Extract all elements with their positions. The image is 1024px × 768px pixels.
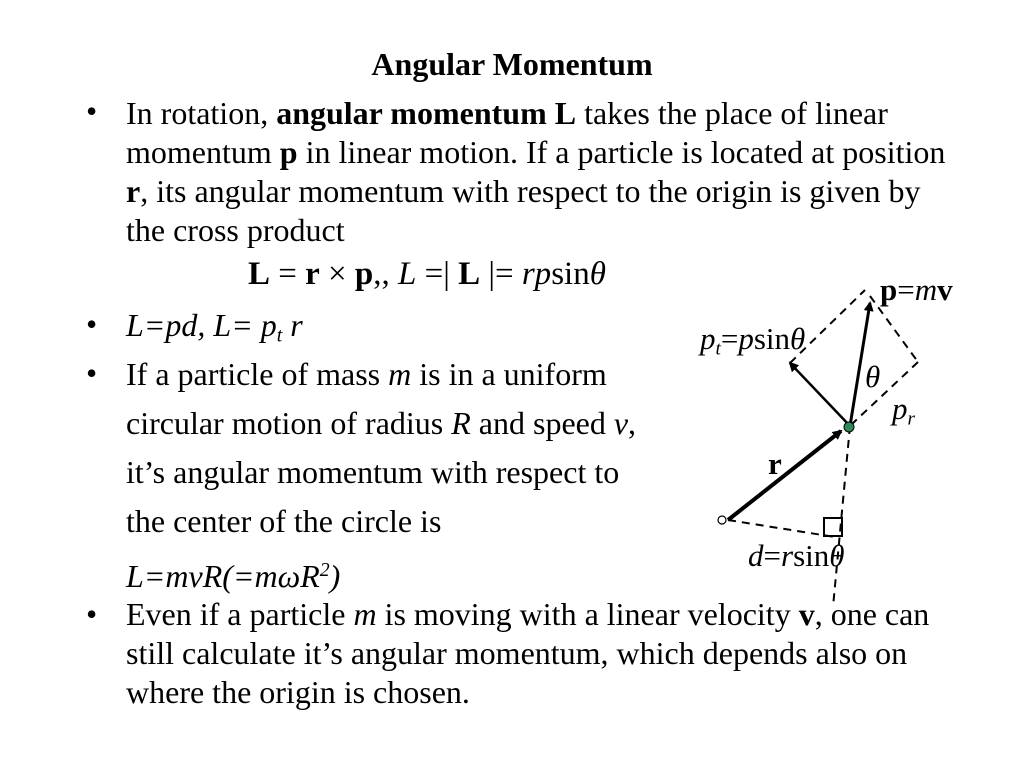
- eq-function: sin: [551, 256, 590, 292]
- slide-title: Angular Momentum: [371, 46, 653, 82]
- label-run: =: [897, 272, 915, 307]
- bullet-marker: •: [86, 306, 98, 342]
- eq-symbol: L: [248, 256, 271, 292]
- eq-symbol: r: [305, 256, 320, 292]
- omega-symbol: ω: [277, 557, 301, 594]
- eq-operator: ×: [319, 256, 355, 292]
- text-run: circular motion of radius: [126, 405, 452, 441]
- p-equals-mv-label: [880, 273, 953, 307]
- particle-dot: [844, 422, 854, 432]
- bullet-3-line-4: the center of the circle is: [126, 503, 442, 539]
- eq-symbol: L: [458, 256, 481, 292]
- right-angle-marker: [824, 518, 842, 536]
- label-run: =: [720, 321, 739, 356]
- r-label: r: [768, 446, 782, 481]
- text-run: R: [300, 557, 320, 594]
- text-run: L=pd, L= p: [126, 307, 277, 343]
- text-run: is in a uniform: [411, 356, 607, 392]
- pr-label: [892, 392, 915, 436]
- origin-marker: [718, 516, 726, 524]
- text-run: L=mvR(=m: [126, 557, 278, 594]
- eq-symbol: L: [398, 256, 417, 292]
- theta-label: θ: [865, 359, 881, 394]
- label-run: p: [700, 321, 716, 356]
- label-run: r: [780, 538, 794, 573]
- eq-operator: =|: [416, 256, 459, 292]
- label-run: sin: [793, 538, 830, 573]
- tangential-component-vector: [790, 363, 850, 426]
- text-run-italic: v: [613, 405, 629, 441]
- bullet-marker: •: [86, 93, 98, 129]
- superscript: 2: [319, 559, 330, 581]
- eq-symbol: p: [354, 256, 374, 292]
- eq-operator: |=: [480, 256, 522, 292]
- text-run: , one can still calculate it’s angular momentum, which depends also on where the origin is chosen.: [126, 596, 930, 710]
- label-run: θ: [790, 321, 806, 356]
- label-run: =: [763, 538, 781, 573]
- label-run: p: [738, 321, 754, 356]
- perpendicular-distance-dashed: [728, 520, 835, 537]
- bullet-marker: •: [86, 355, 98, 391]
- text-run-italic: R: [451, 405, 471, 441]
- text-run-bold: r: [126, 173, 141, 209]
- label-run: v: [937, 272, 953, 307]
- label-run: sin: [753, 321, 791, 356]
- subscript: t: [276, 324, 283, 347]
- eq-operator: =: [270, 256, 306, 292]
- label-run: d: [748, 538, 764, 573]
- text-run: ): [329, 557, 341, 594]
- text-run: is moving with a linear velocity: [376, 596, 799, 632]
- label-run: m: [914, 272, 938, 307]
- text-run-bold: v: [798, 596, 815, 632]
- position-vector-r: [728, 431, 841, 520]
- bullet-3-line-3: it’s angular momentum with respect to: [126, 454, 620, 490]
- text-run: r: [282, 307, 303, 343]
- eq-separator: ,,: [373, 256, 399, 292]
- line-of-action-dashed: [833, 426, 850, 607]
- pt-label: [700, 322, 805, 366]
- text-run-bold: angular momentum L: [276, 95, 577, 131]
- text-run-bold: p: [279, 134, 298, 170]
- text-run: takes the place of linear momentum: [126, 95, 888, 170]
- text-run-italic: m: [353, 596, 377, 632]
- text-run-italic: m: [388, 356, 412, 392]
- text-run: If a particle of mass: [126, 356, 389, 392]
- subscript: r: [907, 408, 915, 430]
- text-run: In rotation,: [126, 95, 277, 131]
- d-equals-rsin-label: [748, 539, 844, 573]
- label-run: θ: [829, 538, 845, 573]
- bullet-marker: •: [86, 596, 98, 632]
- text-run: Even if a particle: [126, 596, 354, 632]
- text-run: , its angular momentum with respect to the origin is given by the cross product: [126, 173, 921, 248]
- label-run: p: [880, 272, 898, 307]
- label-run: p: [892, 391, 908, 426]
- text-run: in linear motion. If a particle is located at position: [297, 134, 946, 170]
- eq-symbol: rp: [521, 256, 552, 292]
- subscript: t: [715, 338, 721, 360]
- eq-symbol: θ: [589, 256, 606, 292]
- text-run: ,: [628, 405, 637, 441]
- text-run: and speed: [470, 405, 614, 441]
